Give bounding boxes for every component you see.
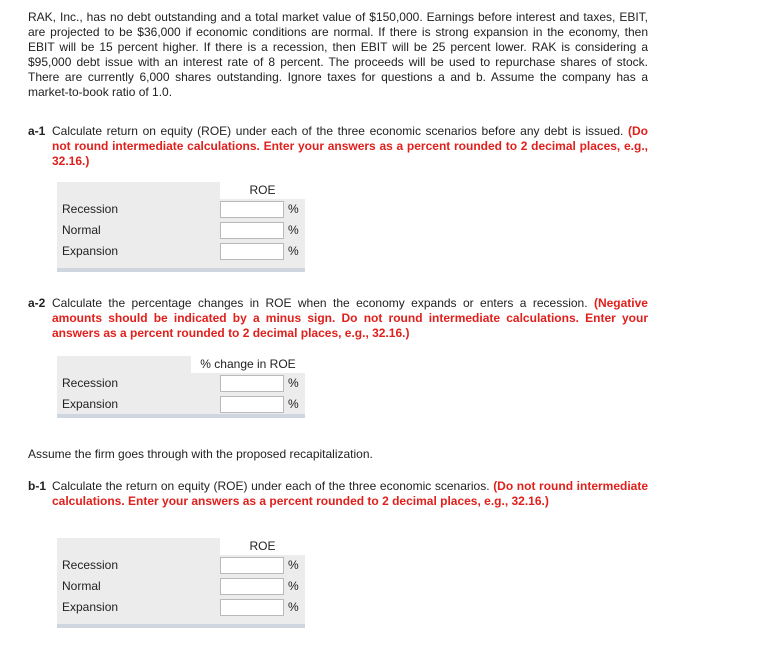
table-row [57,576,305,597]
roe-change-table-a2 [57,356,305,418]
row-label: Recession [62,202,119,216]
question-a2 [28,296,648,341]
table-divider [57,624,305,628]
table-row [57,241,305,262]
question-number: b-1 [28,479,46,493]
percent-unit: % [288,558,299,572]
table-row [57,555,305,576]
question-text [52,124,648,169]
question-instruction: (Do not round intermediate calculations. Enter your answers as a percent rounded to 2 decimal places, e.g., 32.16.) [52,479,649,508]
question-b1 [28,479,648,509]
table-header: % change in ROE [191,356,305,373]
percent-unit: % [288,244,299,258]
question-number: a-1 [28,124,46,138]
question-number: a-2 [28,296,46,310]
percent-unit: % [288,376,299,390]
percent-unit: % [288,397,299,411]
roe-normal-input[interactable] [220,578,284,595]
roe-expansion-input[interactable] [220,599,284,616]
row-label: Expansion [62,600,119,614]
row-label: Expansion [62,397,119,411]
row-label: Recession [62,558,119,572]
percent-unit: % [288,579,299,593]
table-divider [57,268,305,272]
table-row [57,597,305,618]
table-header: ROE [220,182,305,199]
roe-change-recession-input[interactable] [220,375,284,392]
table-header: ROE [220,538,305,555]
question-prompt: Calculate the return on equity (ROE) under each of the three economic scenarios. [52,479,490,493]
roe-normal-input[interactable] [220,222,284,239]
row-label: Expansion [62,244,119,258]
roe-table-a1 [57,182,305,272]
assumption-statement: Assume the firm goes through with the proposed recapitalization. [28,447,373,461]
row-label: Normal [62,579,101,593]
percent-unit: % [288,223,299,237]
problem-statement: RAK, Inc., has no debt outstanding and a total market value of $150,000. Earnings before interest and taxes, EBIT, are projected to be $36,000 if economic conditions are normal. If there is strong expansion in the economy, then EBIT will be 15 percent higher. If there is a recession, then EBIT will be 25 percent lower. RAK is considering a $95,000 debt issue with an interest rate of 8 percent. The proceeds will be used to repurchase shares of stock. There are currently 6,000 shares outstanding. Ignore taxes for questions a and b. Assume the company has a market-to-book ratio of 1.0. [28,10,648,99]
table-divider [57,414,305,418]
table-row [57,220,305,241]
table-row [57,373,305,394]
question-text [52,479,648,509]
row-label: Recession [62,376,119,390]
question-a1 [28,124,648,169]
roe-change-expansion-input[interactable] [220,396,284,413]
roe-recession-input[interactable] [220,201,284,218]
question-prompt: Calculate return on equity (ROE) under each of the three economic scenarios before any debt is issued. [52,124,624,138]
question-instruction: (Do not round intermediate calculations. Enter your answers as a percent rounded to 2 decimal places, e.g., 32.16.) [52,124,649,168]
table-row [57,199,305,220]
question-text [52,296,648,341]
percent-unit: % [288,202,299,216]
roe-table-b1 [57,538,305,628]
row-label: Normal [62,223,101,237]
roe-recession-input[interactable] [220,557,284,574]
table-row [57,394,305,415]
percent-unit: % [288,600,299,614]
question-prompt: Calculate the percentage changes in ROE when the economy expands or enters a recession. [52,296,588,310]
question-instruction: (Negative amounts should be indicated by a minus sign. Do not round intermediate calculations. Enter your answers as a percent rounded to 2 decimal places, e.g., 32.16.) [52,296,648,340]
roe-expansion-input[interactable] [220,243,284,260]
